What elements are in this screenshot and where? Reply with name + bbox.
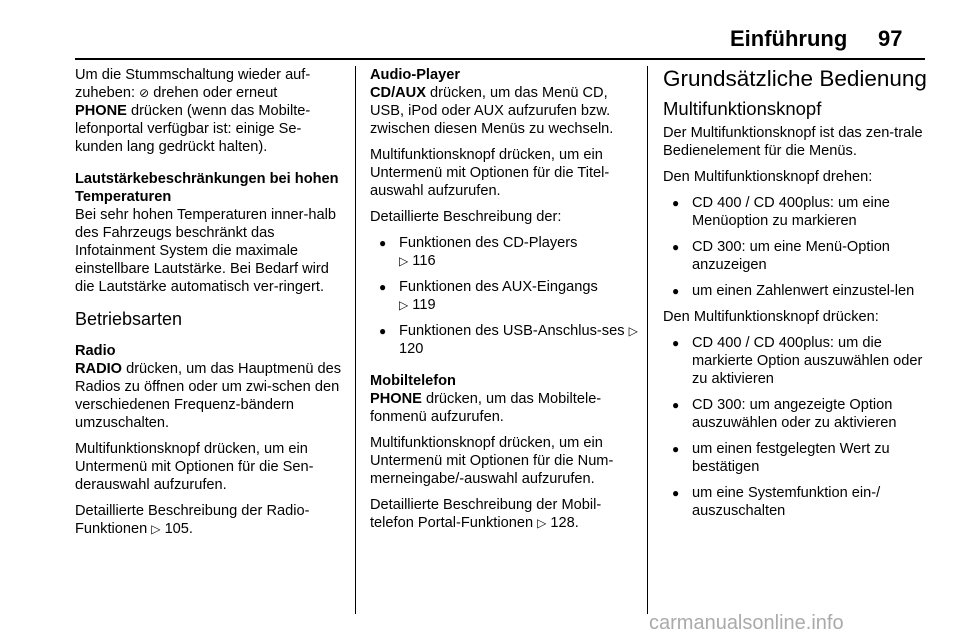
header-rule xyxy=(75,58,925,60)
column-divider xyxy=(647,66,648,614)
list-item: ● um einen Zahlenwert einzustel-len xyxy=(663,282,927,300)
knob-icon: ⊘ xyxy=(139,86,150,100)
page-ref-icon: ▷ xyxy=(399,254,409,268)
section-text: CD/AUX drücken, um das Menü CD, USB, iPod oder AUX aufzurufen bzw. zwischen diesen Menüs zu wechseln. xyxy=(370,85,614,137)
section-text: Den Multifunktionsknopf drehen: xyxy=(663,169,873,185)
section-text: Multifunktionsknopf drücken, um ein Untermenü mit Optionen für die Titel-auswahl aufzurufen. xyxy=(370,147,610,199)
section-heading: Lautstärkebeschränkungen bei hohen Temperaturen xyxy=(75,171,339,205)
section-text: Den Multifunktionsknopf drücken: xyxy=(663,309,879,325)
page-ref-icon: ▷ xyxy=(628,324,638,338)
section-heading: Betriebsarten xyxy=(75,309,183,329)
feature-list xyxy=(370,234,640,358)
column-1 xyxy=(75,66,345,546)
list-item: ● CD 400 / CD 400plus: um die markierte Option auszuwählen oder zu aktivieren xyxy=(663,334,927,388)
section-subtitle: Multifunktionsknopf xyxy=(663,98,822,119)
section-text: Multifunktionsknopf drücken, um ein Untermenü mit Optionen für die Sen-derauswahl aufzurufen. xyxy=(75,441,314,493)
page-ref-icon: ▷ xyxy=(151,522,161,536)
page-ref-icon: ▷ xyxy=(399,298,409,312)
chapter-title: Einführung xyxy=(730,26,848,51)
page-header xyxy=(0,22,960,62)
list-item: ● CD 300: um angezeigte Option auszuwählen oder zu aktivieren xyxy=(663,396,927,432)
section-title: Grundsätzliche Bedienung xyxy=(663,66,927,91)
watermark: carmanualsonline.info xyxy=(649,612,844,634)
page-number: 97 xyxy=(878,26,903,51)
press-list xyxy=(663,334,927,520)
section-text: Multifunktionsknopf drücken, um ein Untermenü mit Optionen für die Num-merneingabe/-auswahl aufzurufen. xyxy=(370,435,614,487)
section-heading: Audio-Player xyxy=(370,67,461,83)
list-item: ● Funktionen des USB-Anschlus-ses ▷ 120 xyxy=(370,322,640,358)
section-heading: Mobiltelefon xyxy=(370,373,456,389)
section-text: Detaillierte Beschreibung der Radio-Funktionen ▷ 105. xyxy=(75,503,310,537)
section-heading: Radio xyxy=(75,343,116,359)
column-2 xyxy=(370,66,640,540)
section-text: Detaillierte Beschreibung der Mobil-telefon Portal-Funktionen ▷ 128. xyxy=(370,497,602,531)
list-item: ● Funktionen des CD-Players ▷ 116 xyxy=(370,234,640,270)
list-item: ● CD 300: um eine Menü-Option anzuzeigen xyxy=(663,238,927,274)
section-text: Der Multifunktionsknopf ist das zen-trale Bedienelement für die Menüs. xyxy=(663,125,923,159)
column-3 xyxy=(663,66,927,528)
section-text: RADIO drücken, um das Hauptmenü des Radios zu öffnen oder um zwi-schen den verschiedenen Frequenz-bändern umzuschalten. xyxy=(75,361,342,431)
page-ref-icon: ▷ xyxy=(537,516,547,530)
mute-paragraph: Um die Stummschaltung wieder auf- zuheben: ⊘ drehen oder erneut PHONE drücken (wenn das Mobilte- lefonportal verfügbar ist: einige Se- kunden lang gedrückt halten). xyxy=(75,67,311,155)
list-item: ● CD 400 / CD 400plus: um eine Menüoption zu markieren xyxy=(663,194,927,230)
list-item: ● um eine Systemfunktion ein-/ auszuschalten xyxy=(663,484,927,520)
section-text: PHONE drücken, um das Mobiltele-fonmenü aufzurufen. xyxy=(370,391,602,425)
list-item: ● Funktionen des AUX-Eingangs ▷ 119 xyxy=(370,278,640,314)
column-divider xyxy=(355,66,356,614)
list-item: ● um einen festgelegten Wert zu bestätigen xyxy=(663,440,927,476)
section-text: Detaillierte Beschreibung der: xyxy=(370,209,562,225)
section-text: Bei sehr hohen Temperaturen inner-halb des Fahrzeugs beschränkt das Infotainment System die maximale einstellbare Lautstärke. Bei Bedarf wird die Lautstärke automatisch ver-ringert. xyxy=(75,207,336,295)
turn-list xyxy=(663,194,927,300)
